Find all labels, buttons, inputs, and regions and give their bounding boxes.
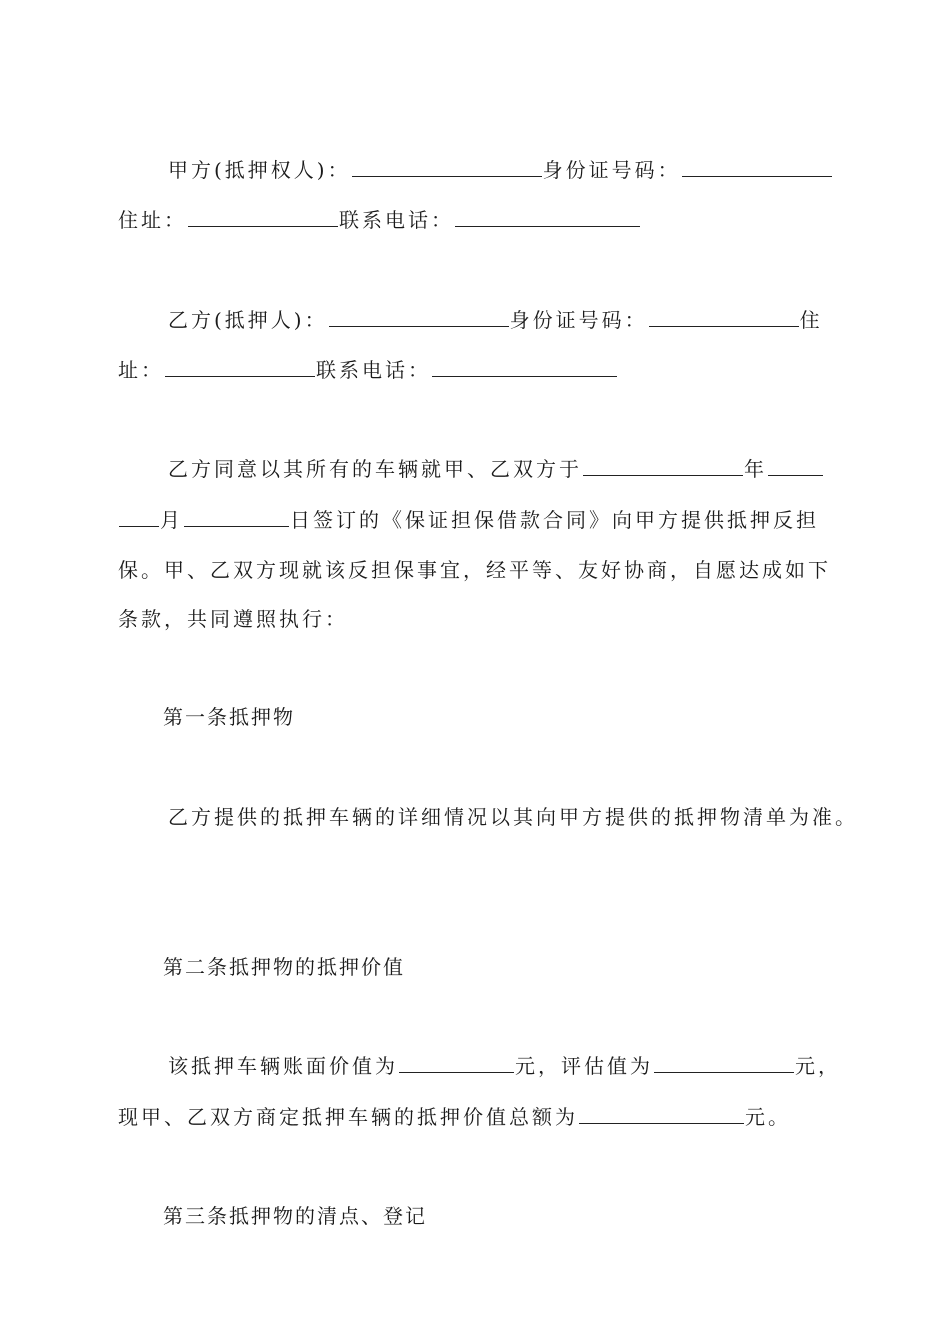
- party-b-address-blank: [165, 358, 315, 377]
- party-a-id-label: 身份证号码：: [542, 158, 681, 182]
- article-2-line-2: [118, 1104, 791, 1130]
- intro-line-2: [118, 507, 819, 533]
- article-1-heading: 第一条抵押物: [163, 705, 295, 729]
- party-b-line-1: [168, 307, 823, 333]
- party-b-line-2: [118, 357, 618, 383]
- party-b-name-blank: [329, 308, 509, 327]
- article-2-body-1: 该抵押车辆账面价值为: [168, 1054, 398, 1078]
- intro-line-4: 条款，共同遵照执行：: [118, 607, 348, 631]
- mortgage-value-blank: [579, 1105, 744, 1124]
- assessed-value-blank: [654, 1054, 794, 1073]
- party-b-id-blank: [649, 308, 799, 327]
- party-b-address-label-2: 址：: [118, 358, 164, 382]
- year-blank: [768, 457, 823, 476]
- article-2-line-1: [168, 1053, 841, 1079]
- intro-month: 月: [160, 508, 183, 532]
- party-a-phone-blank: [455, 208, 640, 227]
- party-b-id-label: 身份证号码：: [509, 308, 648, 332]
- article-2-body-2: 现甲、乙双方商定抵押车辆的抵押价值总额为: [118, 1105, 578, 1129]
- article-2-unit-3: 元。: [745, 1105, 791, 1129]
- book-value-blank: [399, 1054, 514, 1073]
- party-a-address-blank: [188, 208, 338, 227]
- party-b-label: 乙方(抵押人)：: [168, 308, 328, 332]
- intro-line-3: 保。甲、乙双方现就该反担保事宜，经平等、友好协商，自愿达成如下: [118, 558, 831, 582]
- party-a-phone-label: 联系电话：: [339, 208, 454, 232]
- party-a-label: 甲方(抵押权人)：: [168, 158, 351, 182]
- party-a-address-label: 住址：: [118, 208, 187, 232]
- intro-text-2: 日签订的《保证担保借款合同》向甲方提供抵押反担: [290, 508, 819, 532]
- intro-text-1: 乙方同意以其所有的车辆就甲、乙双方于: [168, 457, 582, 481]
- party-a-id-blank: [682, 158, 832, 177]
- party-b-phone-blank: [432, 358, 617, 377]
- party-b-address-label-1: 住: [799, 308, 823, 332]
- day-blank: [184, 508, 289, 527]
- article-1-body: 乙方提供的抵押车辆的详细情况以其向甲方提供的抵押物清单为准。: [168, 805, 858, 829]
- intro-line-1: [168, 456, 824, 482]
- party-b-phone-label: 联系电话：: [316, 358, 431, 382]
- party-a-line-1: [168, 157, 833, 183]
- date-day-blank: [583, 457, 743, 476]
- article-2-unit-1: 元，评估值为: [515, 1054, 653, 1078]
- article-2-unit-2: 元，: [795, 1054, 841, 1078]
- party-a-line-2: [118, 207, 641, 233]
- article-2-heading: 第二条抵押物的抵押价值: [163, 955, 405, 979]
- intro-year: 年: [744, 457, 767, 481]
- party-a-name-blank: [352, 158, 542, 177]
- month-blank-cont: [119, 508, 159, 527]
- article-3-heading: 第三条抵押物的清点、登记: [163, 1204, 427, 1228]
